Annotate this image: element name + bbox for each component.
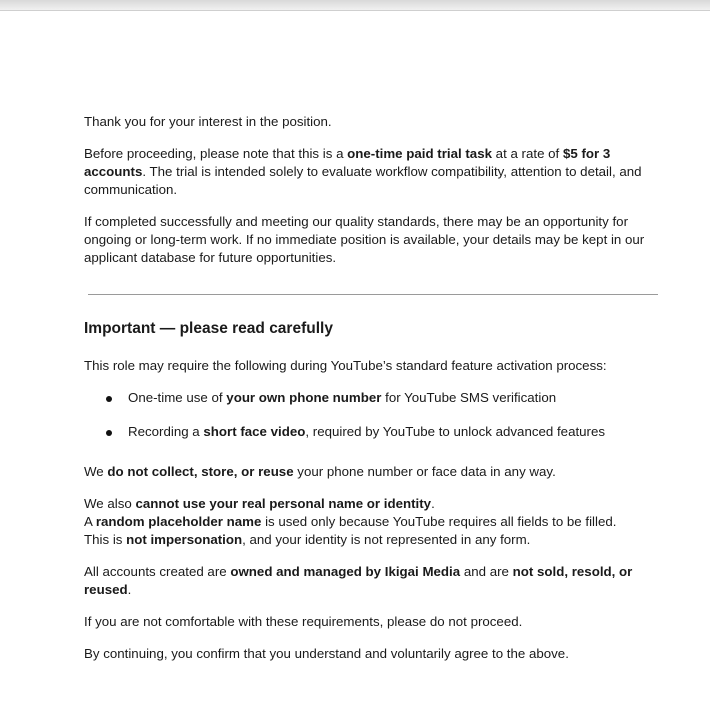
trial-paragraph (84, 145, 664, 199)
text: . (127, 582, 132, 597)
text: your phone number or face data in any way. (293, 464, 556, 479)
requirements-lead: This role may require the following during YouTube’s standard feature activation process: (84, 358, 607, 373)
text: is used only because YouTube requires all fields to be filled. (261, 514, 617, 529)
bullet-icon (106, 396, 112, 402)
bold-text: owned and managed by Ikigai Media (230, 564, 461, 579)
text: . (431, 496, 435, 511)
important-heading: Important — please read carefully (84, 320, 333, 337)
text: Before proceeding, please note that this is a (84, 146, 348, 161)
confirm-paragraph: By continuing, you confirm that you understand and voluntarily agree to the above. (84, 646, 569, 661)
text: A (84, 514, 96, 529)
text: One-time use of (128, 390, 227, 405)
future-paragraph: If completed successfully and meeting our quality standards, there may be an opportunity for ongoing or long-term work. If no immediate position is available, your details may be kept in our applicant database for future opportunities. (84, 214, 645, 265)
text: , required by YouTube to unlock advanced features (305, 424, 606, 439)
thanks-line: Thank you for your interest in the position. (84, 114, 332, 129)
text: We (84, 464, 108, 479)
text: Recording a (128, 424, 204, 439)
ownership-paragraph (84, 563, 664, 599)
bold-text: not sold, resold, or reused (84, 564, 633, 597)
text: for YouTube SMS verification (381, 390, 557, 405)
bold-text: $5 for 3 accounts (84, 146, 611, 179)
bold-text: one-time paid trial task (347, 146, 492, 161)
text: . The trial is intended solely to evaluate workflow compatibility, attention to detail, and communication. (84, 164, 642, 197)
text: We also (84, 496, 136, 511)
bold-text: do not collect, store, or reuse (107, 464, 294, 479)
bold-text: your own phone number (226, 390, 382, 405)
important-section (84, 318, 664, 663)
text: and are (460, 564, 513, 579)
text: at a rate of (491, 146, 563, 161)
no-collect-paragraph (84, 463, 664, 481)
identity-paragraph (84, 495, 664, 549)
window-top-edge (0, 0, 710, 11)
horizontal-divider (88, 294, 658, 295)
bold-text: random placeholder name (95, 514, 262, 529)
text: All accounts created are (84, 564, 231, 579)
list-item (84, 423, 664, 441)
list-item (84, 389, 664, 407)
comfort-paragraph: If you are not comfortable with these requirements, please do not proceed. (84, 614, 523, 629)
text: , and your identity is not represented in any form. (242, 532, 531, 547)
requirements-list (84, 389, 664, 441)
bold-text: cannot use your real personal name or identity (135, 496, 432, 511)
intro-section (84, 113, 664, 267)
bold-text: not impersonation (126, 532, 243, 547)
bold-text: short face video (203, 424, 306, 439)
bullet-icon (106, 430, 112, 436)
text: This is (84, 532, 127, 547)
